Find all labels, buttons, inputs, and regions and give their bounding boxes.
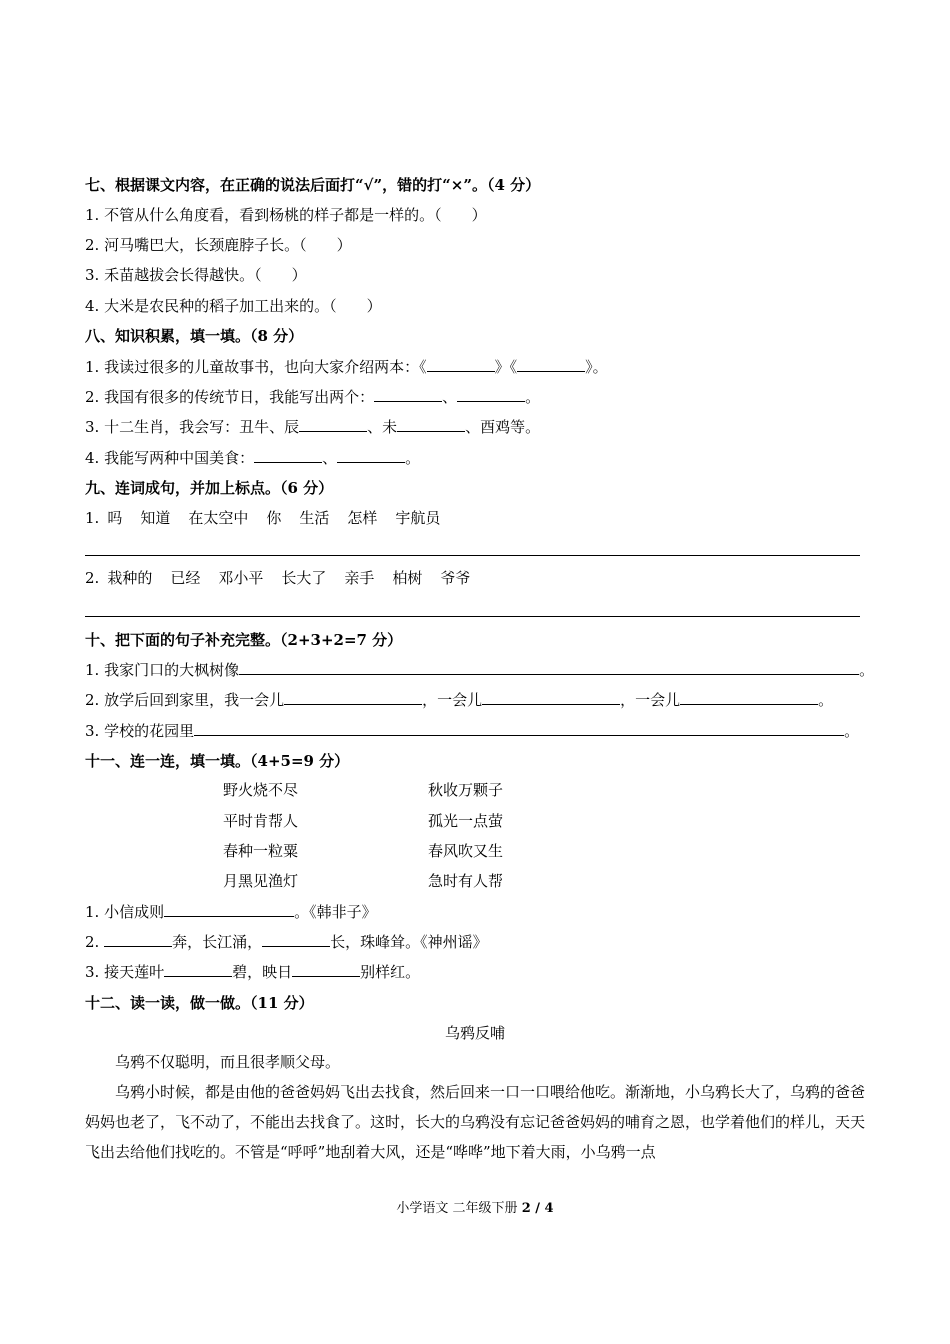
word-card: 亲手 bbox=[344, 569, 375, 587]
blank[interactable] bbox=[292, 962, 360, 977]
s11-fill-1 bbox=[85, 902, 377, 922]
s8-item-2-sep: 、 bbox=[442, 388, 458, 406]
word-card: 吗 bbox=[107, 509, 123, 527]
blank[interactable] bbox=[164, 962, 232, 977]
s11-fill-3 bbox=[85, 962, 420, 982]
s10-q2-sep2: ，一会儿 bbox=[620, 691, 681, 709]
s8-item-2 bbox=[85, 387, 540, 407]
blank[interactable] bbox=[194, 721, 844, 736]
blank[interactable] bbox=[397, 417, 465, 432]
blank[interactable] bbox=[374, 387, 442, 402]
blank[interactable] bbox=[457, 387, 525, 402]
s8-item-1 bbox=[85, 357, 608, 377]
s10-q1 bbox=[85, 660, 874, 680]
word-card: 你 bbox=[266, 509, 282, 527]
s10-q2 bbox=[85, 690, 833, 710]
match-right-2[interactable]: 孤光一点萤 bbox=[428, 812, 504, 830]
section-9-heading: 九、连词成句，并加上标点。（6 分） bbox=[85, 479, 334, 497]
section-7-heading: 七、根据课文内容，在正确的说法后面打“√”，错的打“×”。（4 分） bbox=[85, 176, 541, 194]
passage-title: 乌鸦反哺 bbox=[444, 1024, 505, 1042]
s11-fill-3-end: 别样红。 bbox=[360, 963, 421, 981]
s8-item-4 bbox=[85, 448, 420, 468]
section-12-heading: 十二、读一读，做一做。（11 分） bbox=[85, 994, 314, 1012]
match-left-1[interactable]: 野火烧不尽 bbox=[223, 781, 299, 799]
blank[interactable] bbox=[254, 448, 322, 463]
s10-q1-text: 1. 我家门口的大枫树像 bbox=[85, 661, 240, 679]
s10-q1-end: 。 bbox=[859, 661, 875, 679]
s10-q3-end: 。 bbox=[844, 722, 860, 740]
word-card: 怎样 bbox=[347, 509, 378, 527]
s11-fill-3-mid: 碧，映日 bbox=[232, 963, 293, 981]
s8-item-3-end: 、酉鸡等。 bbox=[465, 418, 541, 436]
s11-fill-2-number: 2. bbox=[85, 933, 105, 951]
match-left-4[interactable]: 月黑见渔灯 bbox=[223, 872, 299, 890]
s10-q3-text: 3. 学校的花园里 bbox=[85, 722, 195, 740]
blank[interactable] bbox=[104, 932, 172, 947]
word-card: 爷爷 bbox=[440, 569, 471, 587]
word-card: 生活 bbox=[299, 509, 330, 527]
s10-q3 bbox=[85, 721, 859, 741]
s9-q2-words bbox=[85, 568, 488, 588]
s10-q2-text: 2. 放学后回到家里，我一会儿 bbox=[85, 691, 285, 709]
s7-item-4: 4. 大米是农民种的稻子加工出来的。（ ） bbox=[85, 297, 382, 315]
s8-item-2-end: 。 bbox=[525, 388, 541, 406]
word-card: 邓小平 bbox=[218, 569, 264, 587]
s8-item-1-end: 》。 bbox=[585, 358, 608, 376]
page-number: 2 / 4 bbox=[521, 1201, 554, 1216]
footer-subject: 小学语文 二年级下册 bbox=[396, 1201, 522, 1216]
s11-fill-1-source: 。《韩非子》 bbox=[294, 903, 377, 921]
match-right-1[interactable]: 秋收万颗子 bbox=[428, 781, 504, 799]
blank[interactable] bbox=[262, 932, 330, 947]
s7-item-3: 3. 禾苗越拔会长得越快。（ ） bbox=[85, 266, 307, 284]
section-10-heading: 十、把下面的句子补充完整。（2+3+2=7 分） bbox=[85, 631, 403, 649]
s8-item-3-text: 3. 十二生肖，我会写：丑牛、辰 bbox=[85, 418, 300, 436]
word-card: 柏树 bbox=[392, 569, 423, 587]
s8-item-4-end: 。 bbox=[405, 449, 421, 467]
passage-paragraph-1: 乌鸦不仅聪明，而且很孝顺父母。 bbox=[115, 1053, 341, 1071]
s8-item-1-text: 1. 我读过很多的儿童故事书，也向大家介绍两本：《 bbox=[85, 358, 427, 376]
passage-paragraph-2: 乌鸦小时候，都是由他的爸爸妈妈飞出去找食，然后回来一口一口喂给他吃。渐渐地，小乌鸦长大了，乌鸦的爸爸妈妈也老了，飞不动了，不能出去找食了。这时，长大的乌鸦没有忘记爸爸妈妈的哺育之恩，也学着他们的样儿，天天飞出去给他们找吃的。不管是“呼呼”地刮着大风，还是“哗哗”地下着大雨，小乌鸦一点 bbox=[85, 1083, 865, 1161]
s9-q1-number: 1. bbox=[85, 509, 100, 527]
match-left-2[interactable]: 平时肯帮人 bbox=[223, 812, 299, 830]
s9-q2-answer-line[interactable] bbox=[85, 616, 860, 617]
word-card: 已经 bbox=[170, 569, 201, 587]
s11-fill-1-text: 1. 小信成则 bbox=[85, 903, 165, 921]
section-11-heading: 十一、连一连，填一填。（4+5=9 分） bbox=[85, 752, 350, 770]
s7-item-1: 1. 不管从什么角度看，看到杨桃的样子都是一样的。（ ） bbox=[85, 206, 487, 224]
word-card: 栽种的 bbox=[107, 569, 153, 587]
s8-item-3 bbox=[85, 417, 540, 437]
s11-fill-2-source: 长，珠峰耸。《神州谣》 bbox=[330, 933, 488, 951]
word-card: 知道 bbox=[140, 509, 171, 527]
match-right-3[interactable]: 春风吹又生 bbox=[428, 842, 504, 860]
s8-item-4-text: 4. 我能写两种中国美食： bbox=[85, 449, 255, 467]
blank[interactable] bbox=[164, 902, 294, 917]
word-card: 宇航员 bbox=[395, 509, 441, 527]
blank[interactable] bbox=[482, 690, 620, 705]
blank[interactable] bbox=[337, 448, 405, 463]
match-left-3[interactable]: 春种一粒粟 bbox=[223, 842, 299, 860]
s7-item-2: 2. 河马嘴巴大，长颈鹿脖子长。（ ） bbox=[85, 236, 352, 254]
blank[interactable] bbox=[680, 690, 818, 705]
word-card: 长大了 bbox=[281, 569, 327, 587]
s8-item-2-text: 2. 我国有很多的传统节日，我能写出两个： bbox=[85, 388, 375, 406]
s9-q2-number: 2. bbox=[85, 569, 100, 587]
s8-item-4-sep: 、 bbox=[322, 449, 338, 467]
section-8-heading: 八、知识积累，填一填。（8 分） bbox=[85, 327, 304, 345]
blank[interactable] bbox=[284, 690, 422, 705]
s8-item-1-sep: 》《 bbox=[494, 358, 518, 376]
blank[interactable] bbox=[299, 417, 367, 432]
s10-q2-sep1: ，一会儿 bbox=[422, 691, 483, 709]
s9-q1-words bbox=[85, 508, 458, 528]
s10-q2-end: 。 bbox=[818, 691, 834, 709]
blank[interactable] bbox=[517, 357, 585, 372]
match-right-4[interactable]: 急时有人帮 bbox=[428, 872, 504, 890]
s8-item-3-sep: 、未 bbox=[367, 418, 398, 436]
page-footer bbox=[0, 1197, 950, 1216]
word-card: 在太空中 bbox=[188, 509, 249, 527]
s11-fill-2-text: 奔，长江涌， bbox=[172, 933, 263, 951]
blank[interactable] bbox=[427, 357, 495, 372]
s11-fill-2 bbox=[85, 932, 488, 952]
s9-q1-answer-line[interactable] bbox=[85, 555, 860, 556]
s11-fill-3-text: 3. 接天莲叶 bbox=[85, 963, 165, 981]
blank[interactable] bbox=[239, 660, 859, 675]
